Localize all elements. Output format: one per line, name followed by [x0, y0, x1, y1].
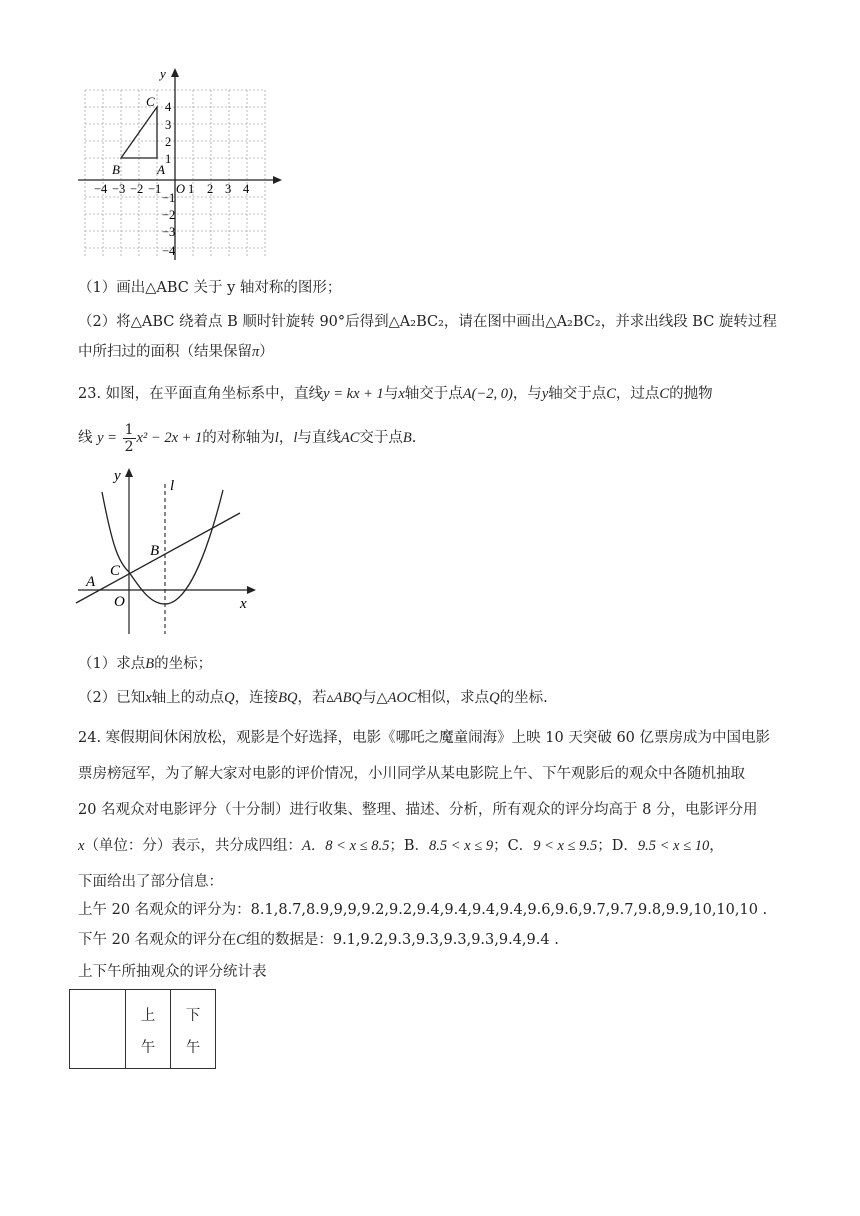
text-span: 轴交于点: [548, 386, 607, 402]
math-var: AC: [340, 430, 360, 446]
math-var: Q: [224, 690, 235, 706]
math-var: x: [145, 690, 152, 706]
group-label: ；B．: [389, 838, 430, 854]
math-var: x: [398, 386, 405, 402]
x-tick-label: 2: [207, 182, 214, 196]
text-span: ，连接: [234, 690, 279, 706]
text-span: 与: [361, 690, 377, 706]
q24-line4: [78, 836, 724, 856]
x-tick-label: −1: [148, 182, 162, 196]
y-axis-label: y: [160, 66, 166, 81]
q24-line1: 24. 寒假期间休闲放松，观影是个好选择，电影《哪吒之魔童闹海》上映 10 天突破 60 亿票房成为中国电影: [78, 730, 771, 746]
math-var: C: [236, 932, 246, 948]
text-span: 线: [78, 430, 93, 446]
range-b: 8.5 < x ≤ 9: [429, 838, 494, 854]
math-expr: ▵ABQ: [326, 690, 362, 706]
table-header-afternoon: [171, 990, 216, 1069]
x-tick-label: 4: [243, 182, 250, 196]
x-tick-label: −2: [130, 182, 144, 196]
q22-part2-line1: （2）将△ABC 绕着点 B 顺时针旋转 90°后得到△A₂BC₂，请在图中画出△A₂BC₂，并求出线段 BC 旋转过程: [78, 314, 777, 330]
y-axis-label: y: [114, 468, 121, 484]
math-var: l: [293, 430, 298, 446]
header-char: 下: [185, 1008, 201, 1024]
x-tick-label: 1: [188, 182, 195, 196]
text-span: ，: [709, 838, 724, 854]
l-label: l: [170, 478, 175, 494]
origin-label: O: [114, 594, 125, 610]
math-var: BQ: [278, 690, 298, 706]
text-span: ，: [278, 430, 294, 446]
y-axis-arrow: [125, 468, 133, 477]
y-tick-label: 2: [165, 135, 172, 149]
math-var: B: [402, 430, 412, 446]
text-span: （单位：分）表示，共分成四组：: [84, 838, 302, 854]
text-span: ，若: [297, 690, 327, 706]
math-var: C: [659, 386, 670, 402]
math-var: l: [274, 430, 279, 446]
point-b-label: B: [112, 162, 120, 177]
q24-line3: 20 名观众对电影评分（十分制）进行收集、整理、描述、分析，所有观众的评分均高于 8 分，电影评分用: [78, 802, 758, 818]
point-c-label: C: [146, 94, 155, 109]
fraction-denominator: 2: [124, 438, 134, 455]
math-var: C: [606, 386, 616, 402]
text-span: 轴交于点: [404, 386, 463, 402]
range-c: 9 < x ≤ 9.5: [533, 838, 598, 854]
q24-line5: 下面给出了部分信息：: [78, 874, 223, 890]
q24-line2: 票房榜冠军，为了解大家对电影的评价情况，小川同学从某电影院上午、下午观影后的观众中各随机抽取: [78, 766, 745, 782]
text-span: ，与: [512, 386, 542, 402]
group-label: ；D．: [597, 838, 638, 854]
y-tick-label: −3: [162, 225, 176, 239]
score-stat-table: [69, 989, 216, 1069]
math-var: x: [78, 838, 85, 854]
text-span: 的对称轴为: [202, 430, 275, 446]
q23-line2: [78, 420, 416, 456]
table-header-morning: [126, 990, 171, 1069]
text-span: 的坐标.: [499, 690, 548, 706]
text-span: 与直线: [297, 430, 341, 446]
pi-symbol: π: [252, 344, 260, 360]
y-tick-label: −1: [162, 191, 176, 205]
text-span: （2）已知: [78, 690, 146, 706]
math-var: y: [541, 386, 549, 402]
text-span: （1）求点: [78, 656, 146, 672]
fraction-half: [123, 422, 136, 455]
q23-part2: [78, 688, 548, 708]
q24-line6: [78, 900, 767, 920]
text-span: 上午 20 名观众的评分为：: [78, 902, 251, 918]
point-c-label: C: [110, 563, 121, 579]
fraction-numerator: 1: [124, 421, 134, 438]
afternoon-c-scores: 9.1,9.2,9.3,9.3,9.3,9.3,9.4,9.4 .: [332, 932, 559, 948]
text-span: 交于点: [359, 430, 403, 446]
x-tick-label: −3: [112, 182, 126, 196]
math-expr: A(−2, 0): [462, 386, 513, 402]
math-expr: y =: [97, 430, 117, 446]
text-span: ，过点: [615, 386, 660, 402]
table-title: 上下午所抽观众的评分统计表: [78, 964, 267, 980]
text-span: 相似，求点: [416, 690, 490, 706]
point-a-label: A: [86, 574, 96, 590]
y-tick-label: 1: [165, 152, 172, 166]
math-expr: y = kx + 1: [323, 386, 384, 402]
x-tick-label: 3: [225, 182, 232, 196]
table-row: [70, 990, 216, 1069]
q23-part1: [78, 654, 212, 674]
y-axis-arrow: [171, 68, 179, 77]
header-char: 午: [140, 1040, 156, 1056]
header-char: 上: [140, 1008, 156, 1024]
text-span: 中所扫过的面积（结果保留: [78, 344, 252, 360]
point-a-label: A: [157, 162, 165, 177]
parabola: [102, 490, 223, 604]
text-span: 的坐标；: [154, 656, 213, 672]
text-span: 23. 如图，在平面直角坐标系中，直线: [78, 386, 324, 402]
x-axis-arrow: [247, 586, 256, 594]
text-span: .: [411, 430, 417, 446]
range-d: 9.5 < x ≤ 10: [637, 838, 710, 854]
figure-parabola-line: [74, 462, 264, 640]
q22-part1: （1）画出△ABC 关于 y 轴对称的图形；: [78, 280, 342, 296]
y-tick-label: 3: [165, 118, 172, 132]
x-axis-label: x: [240, 596, 247, 612]
text-span: 与: [383, 386, 399, 402]
math-var: B: [145, 656, 155, 672]
x-axis-arrow: [273, 176, 282, 184]
text-span: 下午 20 名观众的评分在: [78, 932, 237, 948]
q22-part2-line2: [78, 342, 274, 362]
figure-grid-triangle: [70, 62, 290, 262]
group-label: A．: [301, 838, 326, 854]
x-tick-label: −4: [94, 182, 108, 196]
text-span: 轴上的动点: [151, 690, 225, 706]
math-var: Q: [489, 690, 500, 706]
morning-scores: 8.1,8.7,8.9,9,9,9.2,9.2,9.4,9.4,9.4,9.4,9.6,9.6,9.7,9.7,9.8,9.9,10,10,10 .: [250, 902, 768, 918]
y-tick-label: 4: [165, 100, 172, 114]
text-span: 组的数据是：: [245, 932, 333, 948]
text-span: ）: [259, 344, 274, 360]
table-cell-empty: [70, 990, 126, 1069]
y-tick-label: −4: [162, 244, 176, 258]
q24-line7: [78, 930, 559, 950]
range-a: 8 < x ≤ 8.5: [325, 838, 390, 854]
y-tick-label: −2: [162, 208, 176, 222]
point-b-label: B: [150, 543, 160, 559]
math-expr: x² − 2x + 1: [136, 430, 203, 446]
text-span: 的抛物: [669, 386, 713, 402]
q23-line1: [78, 384, 713, 404]
group-label: ；C．: [493, 838, 534, 854]
math-expr: △AOC: [376, 690, 417, 706]
header-char: 午: [185, 1040, 201, 1056]
origin-label: O: [176, 182, 186, 196]
